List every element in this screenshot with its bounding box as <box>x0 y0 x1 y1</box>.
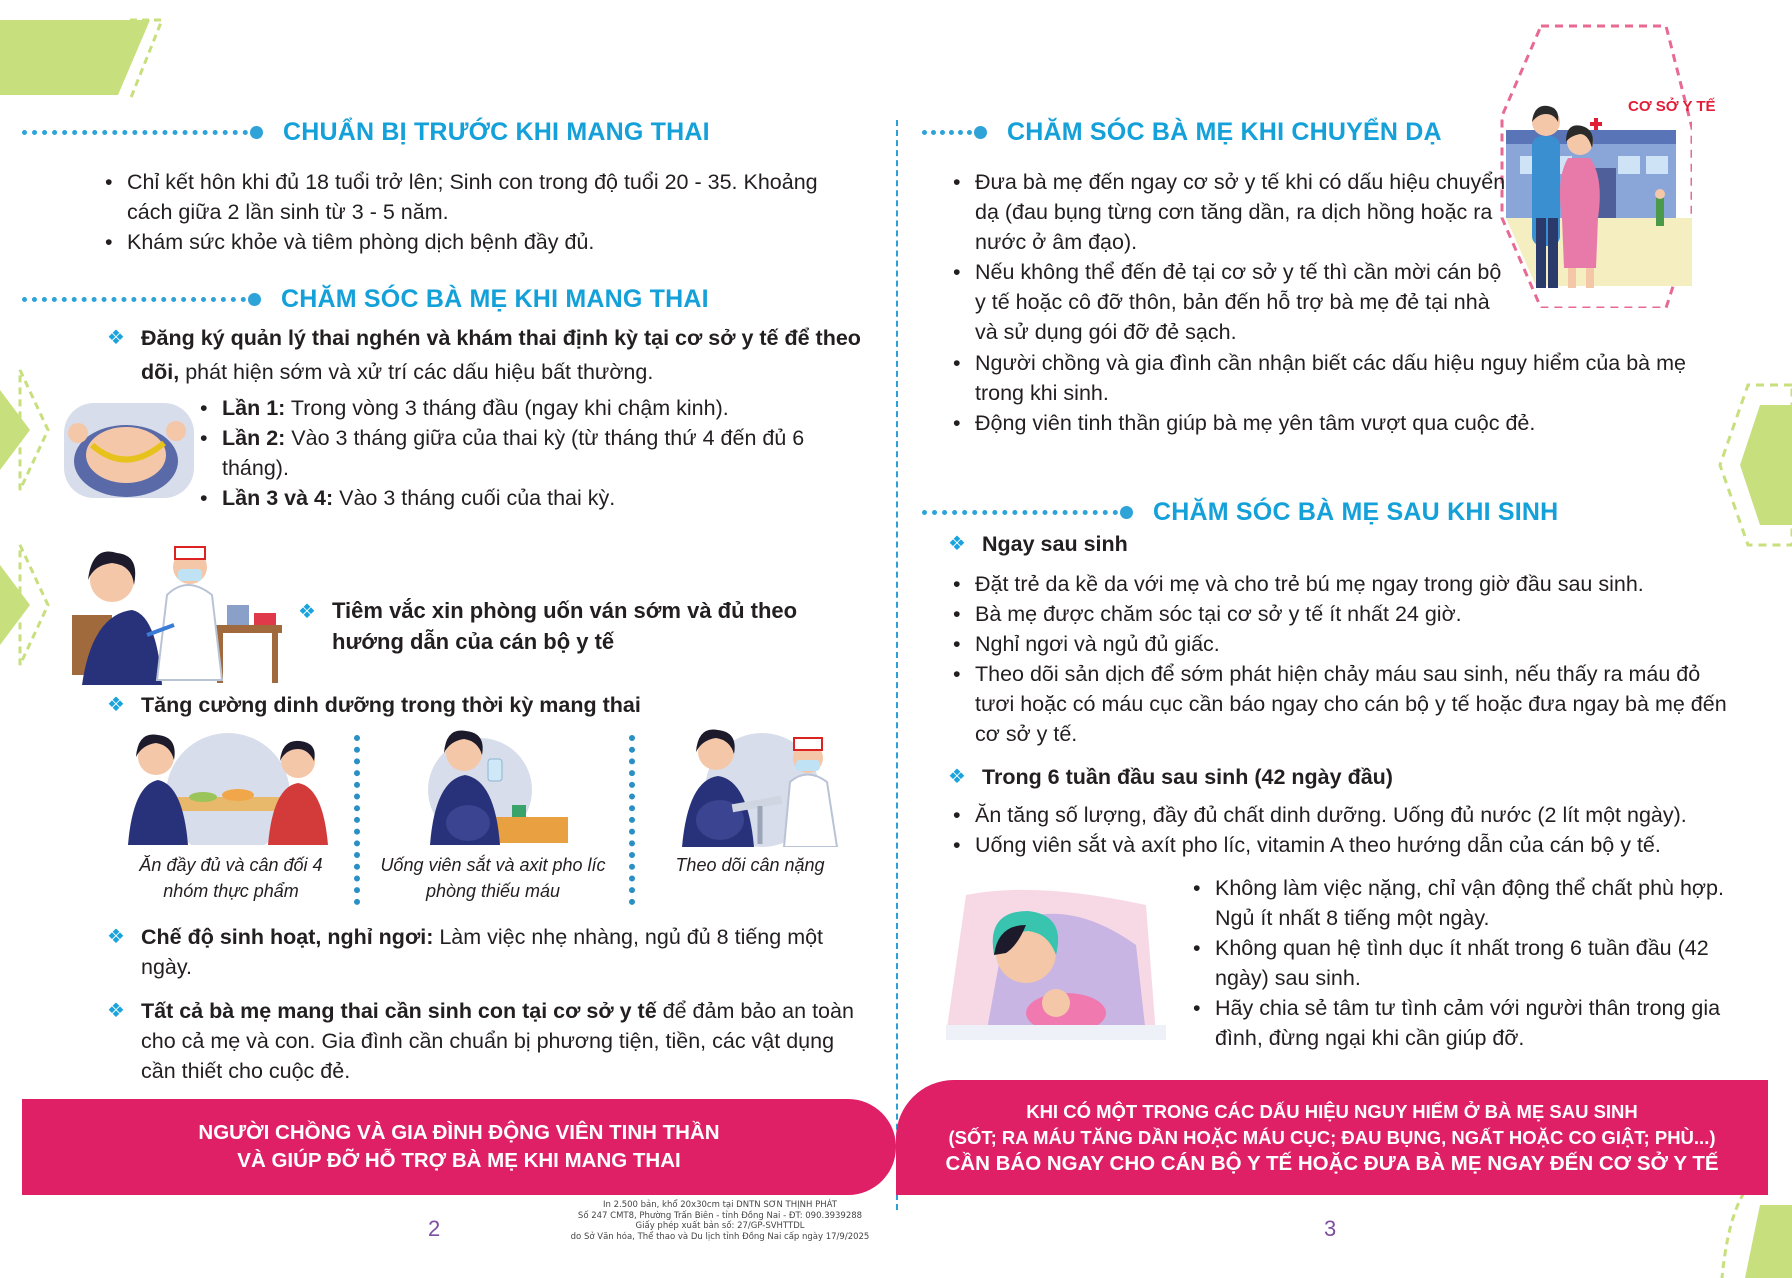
before-pregnancy-list <box>101 167 861 257</box>
page-3 <box>896 0 1792 1278</box>
subheading: Trong 6 tuần đầu sau sinh (42 ngày đầu) <box>982 765 1393 789</box>
imprint-line: In 2.500 bản, khổ 20x30cm tại DNTN SƠN THỊNH PHÁT <box>603 1200 837 1210</box>
list-item: • Không làm việc nặng, chỉ vận động thể chất phù hợp. Ngủ ít nhất 8 tiếng một ngày. <box>1189 873 1749 933</box>
list-item: • Động viên tinh thần giúp bà mẹ yên tâm vượt qua cuộc đẻ. <box>949 408 1709 438</box>
diamond-bullet-icon: ❖ <box>107 694 125 716</box>
dotted-separator <box>629 735 635 905</box>
bullet-dot <box>974 126 987 139</box>
register-checkup-item <box>107 321 877 389</box>
caption-weight: Theo dõi cân nặng <box>675 855 825 875</box>
banner-line: (SỐT; RA MÁU TĂNG DẦN HOẶC MÁU CỤC; ĐAU BỤNG, NGẤT HOẶC CO GIẬT; PHÙ...) <box>948 1126 1716 1148</box>
visit-item <box>196 423 876 483</box>
list-item: • Khám sức khỏe và tiêm phòng dịch bệnh đầy đủ. <box>101 227 861 257</box>
labor-list-bottom <box>949 348 1709 438</box>
labor-list-top <box>949 167 1511 347</box>
banner-line: CẦN BÁO NGAY CHO CÁN BỘ Y TẾ HOẶC ĐƯA BÀ MẸ NGAY ĐẾN CƠ SỞ Y TẾ <box>945 1151 1719 1175</box>
visit-item <box>196 483 876 513</box>
visit-item <box>196 393 876 423</box>
belly-measure-illustration <box>64 403 194 498</box>
list-item: • Ăn tăng số lượng, đầy đủ chất dinh dưỡng. Uống đủ nước (2 lít một ngày). <box>949 800 1735 830</box>
banner-line: VÀ GIÚP ĐỠ HỖ TRỢ BÀ MẸ KHI MANG THAI <box>237 1149 681 1172</box>
section-title: CHUẨN BỊ TRƯỚC KHI MANG THAI <box>283 118 710 146</box>
six-weeks-list-continued <box>1189 873 1749 1053</box>
facility-birth-item <box>107 996 867 1086</box>
diamond-bullet-icon: ❖ <box>298 601 316 623</box>
list-item: • Đưa bà mẹ đến ngay cơ sở y tế khi có dấu hiệu chuyển dạ (đau bụng từng cơn tăng dần, ra dịch hồng hoặc ra nước ở âm đạo). <box>949 167 1511 257</box>
weight-check-illustration <box>672 722 847 847</box>
caption-food-groups: Ăn đầy đủ và cân đối 4 nhóm thực phẩm <box>139 855 323 901</box>
section-header-during-pregnancy <box>22 285 709 314</box>
section-title: CHĂM SÓC BÀ MẸ KHI MANG THAI <box>281 285 709 313</box>
diamond-bullet-icon: ❖ <box>107 1000 125 1022</box>
visit-text: Trong vòng 3 tháng đầu (ngay khi chậm kinh). <box>285 396 729 420</box>
family-support-banner <box>22 1099 896 1195</box>
diamond-bullet-icon: ❖ <box>107 327 125 349</box>
resting-mother-illustration <box>946 885 1166 1040</box>
list-item: • Theo dõi sản dịch để sớm phát hiện chảy máu sau sinh, nếu thấy ra máu đỏ tươi hoặc có máu cục cần báo ngay cho cán bộ y tế hoặc đưa ngay bà mẹ đến cơ sở y tế. <box>949 659 1735 749</box>
list-item: • Không quan hệ tình dục ít nhất trong 6 tuần đầu (42 ngày) sau sinh. <box>1189 933 1749 993</box>
imprint-line: Số 247 CMT8, Phường Trấn Biên - tỉnh Đồng Nai - ĐT: 090.3939288 <box>577 1210 863 1221</box>
imprint-line: do Sở Văn hóa, Thể thao và Du lịch tỉnh Đồng Nai cấp ngày 17/9/2025 <box>570 1231 870 1242</box>
section-title: CHĂM SÓC BÀ MẸ KHI CHUYỂN DẠ <box>1007 118 1442 146</box>
section-header-labor <box>922 118 1442 147</box>
after-birth-list <box>949 569 1735 749</box>
vaccination-illustration <box>62 525 284 685</box>
section-title: CHĂM SÓC BÀ MẸ SAU KHI SINH <box>1153 498 1559 526</box>
vaccine-item <box>298 595 808 657</box>
hospital-sign: CƠ SỞ Y TẾ <box>1628 98 1716 115</box>
dotted-rule <box>922 510 1118 515</box>
register-text: phát hiện sớm và xử trí các dấu hiệu bất thường. <box>179 360 654 384</box>
list-item: • Nếu không thể đến đẻ tại cơ sở y tế thì cần mời cán bộ y tế hoặc cô đỡ thôn, bản đến hỗ trợ bà mẹ đẻ tại nhà và sử dụng gói đỡ đẻ sạch. <box>949 257 1511 347</box>
bullet-dot <box>248 293 261 306</box>
list-item: • Chỉ kết hôn khi đủ 18 tuổi trở lên; Sinh con trong độ tuổi 20 - 35. Khoảng cách giữa 2 lần sinh từ 3 - 5 năm. <box>101 167 861 227</box>
nutrition-item <box>107 688 867 722</box>
section-header-before-pregnancy <box>22 118 710 147</box>
facility-birth-bold-text: Tất cả bà mẹ mang thai cần sinh con tại cơ sở y tế <box>141 999 657 1023</box>
six-weeks-heading <box>948 760 1648 794</box>
health-facility-illustration <box>1496 18 1692 308</box>
visit-schedule-list <box>196 393 876 513</box>
register-bold-text: Đăng ký quản lý thai nghén và khám thai định kỳ tại cơ sở y tế để theo dõi, <box>141 326 861 384</box>
dotted-separator <box>354 735 360 905</box>
rest-text: Làm việc nhẹ nhàng, ngủ đủ 8 tiếng một ngày. <box>141 925 824 979</box>
nutrition-title: Tăng cường dinh dưỡng trong thời kỳ mang thai <box>141 693 641 717</box>
page-number: 3 <box>1324 1216 1337 1241</box>
list-item: • Uống viên sắt và axít pho líc, vitamin A theo hướng dẫn của cán bộ y tế. <box>949 830 1735 860</box>
visit-text: Vào 3 tháng giữa của thai kỳ (từ tháng thứ 4 đến đủ 6 tháng). <box>222 426 805 480</box>
page-number: 2 <box>428 1216 441 1241</box>
banner-line: NGƯỜI CHỒNG VÀ GIA ĐÌNH ĐỘNG VIÊN TINH THẦN <box>198 1121 720 1144</box>
publication-imprint <box>570 1200 870 1242</box>
list-item: • Hãy chia sẻ tâm tư tình cảm với người thân trong gia đình, đừng ngại khi cần giúp đỡ. <box>1189 993 1749 1053</box>
list-item: • Nghỉ ngơi và ngủ đủ giấc. <box>949 629 1735 659</box>
bullet-dot <box>250 126 263 139</box>
iron-supplement-illustration <box>420 725 570 845</box>
visit-label: Lần 1: <box>222 396 286 420</box>
eating-illustration <box>108 725 330 845</box>
rest-bold-text: Chế độ sinh hoạt, nghỉ ngơi: <box>141 925 434 949</box>
subheading: Ngay sau sinh <box>982 532 1128 556</box>
section-header-postpartum <box>922 498 1558 527</box>
diamond-bullet-icon: ❖ <box>948 766 966 788</box>
imprint-line: Giấy phép xuất bản số: 27/GP-SVHTTDL <box>635 1221 805 1231</box>
list-item: • Người chồng và gia đình cần nhận biết các dấu hiệu nguy hiểm của bà mẹ trong khi sinh. <box>949 348 1709 408</box>
dotted-rule <box>922 130 972 135</box>
diamond-bullet-icon: ❖ <box>107 926 125 948</box>
immediately-after-birth-heading <box>948 527 1548 561</box>
banner-line: KHI CÓ MỘT TRONG CÁC DẤU HIỆU NGUY HIỂM Ở BÀ MẸ SAU SINH <box>1026 1100 1638 1122</box>
dotted-rule <box>22 297 246 302</box>
diamond-bullet-icon: ❖ <box>948 533 966 555</box>
visit-text: Vào 3 tháng cuối của thai kỳ. <box>333 486 616 510</box>
danger-signs-banner <box>896 1080 1768 1195</box>
caption-iron: Uống viên sắt và axit pho líc phòng thiếu máu <box>380 855 606 901</box>
list-item: • Bà mẹ được chăm sóc tại cơ sở y tế ít nhất 24 giờ. <box>949 599 1735 629</box>
facility-birth-text: để đảm bảo an toàn cho cả mẹ và con. Gia đình cần chuẩn bị phương tiện, tiền, các vật dụng cần thiết cho cuộc đẻ. <box>141 999 854 1083</box>
rest-item <box>107 922 867 982</box>
visit-label: Lần 3 và 4: <box>222 486 334 510</box>
dotted-rule <box>22 130 248 135</box>
vaccine-text: Tiêm vắc xin phòng uốn ván sớm và đủ theo hướng dẫn của cán bộ y tế <box>332 598 798 654</box>
six-weeks-list <box>949 800 1735 860</box>
bullet-dot <box>1120 506 1133 519</box>
visit-label: Lần 2: <box>222 426 286 450</box>
list-item: • Đặt trẻ da kề da với mẹ và cho trẻ bú mẹ ngay trong giờ đầu sau sinh. <box>949 569 1735 599</box>
